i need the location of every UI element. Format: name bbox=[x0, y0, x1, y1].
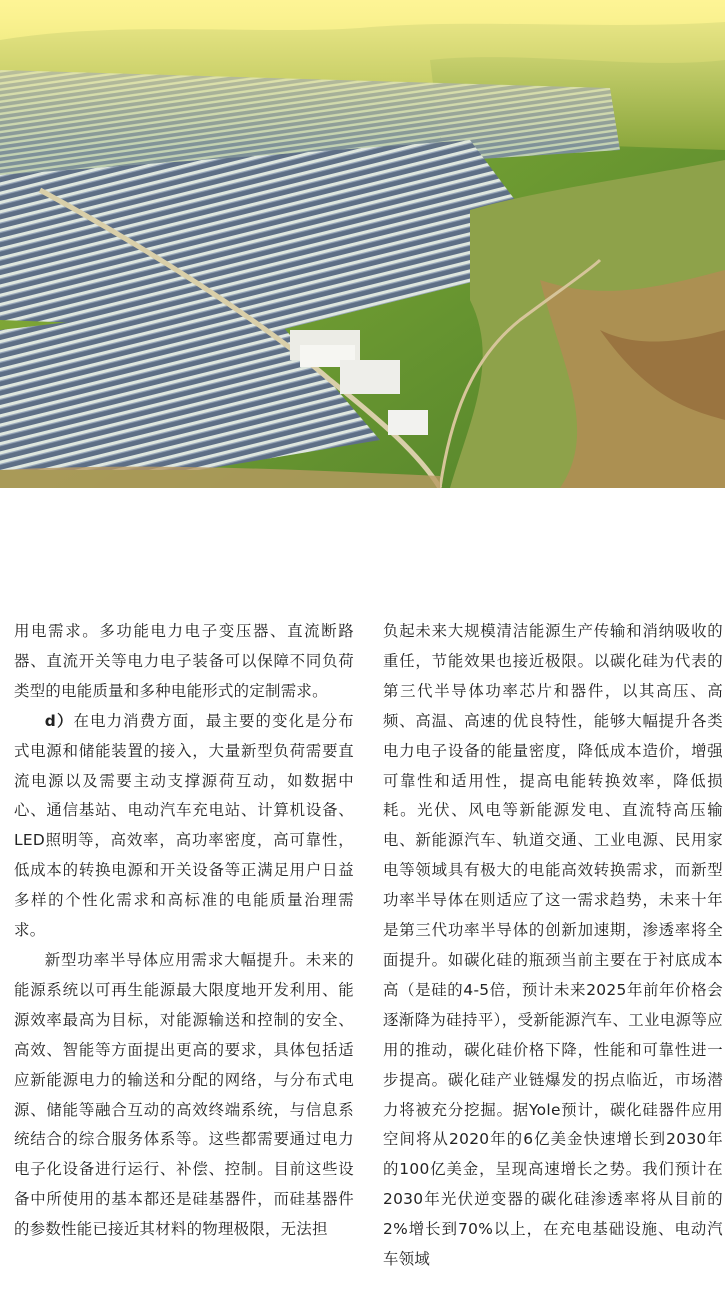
article-left-column bbox=[14, 617, 354, 1245]
paragraph: 用电需求。多功能电力电子变压器、直流断路器、直流开关等电力电子装备可以保障不同负荷类型的电能质量和多种电能形式的定制需求。 bbox=[14, 622, 354, 700]
paragraph-d bbox=[14, 707, 354, 946]
paragraph-label: d） bbox=[44, 711, 74, 730]
solar-farm-photo bbox=[0, 0, 725, 488]
article-right-column bbox=[383, 617, 723, 1275]
paragraph-text: 在电力消费方面，最主要的变化是分布式电源和储能装置的接入，大量新型负荷需要直流电源以及需要主动支撑源荷互动，如数据中心、通信基站、电动汽车充电站、计算机设备、LED照明等，高效率，高功率密度，高可靠性，低成本的转换电源和开关设备等正满足用户日益多样的个性化需求和高标准的电能质量治理需求。 bbox=[14, 711, 354, 940]
paragraph: 负起未来大规模清洁能源生产传输和消纳吸收的重任，节能效果也接近极限。以碳化硅为代表的第三代半导体功率芯片和器件，以其高压、高频、高温、高速的优良特性，能够大幅提升各类电力电子设备的能量密度，降低成本造价，增强可靠性和适用性，提高电能转换效率，降低损耗。光伏、风电等新能源发电、直流特高压输电、新能源汽车、轨道交通、工业电源、民用家电等领域具有极大的电能高效转换需求，而新型功率半导体在则适应了这一需求趋势，未来十年是第三代功率半导体的创新加速期，渗透率将全面提升。如碳化硅的瓶颈当前主要在于衬底成本高（是硅的4-5倍，预计未来2025年前年价格会逐渐降为硅持平），受新能源汽车、工业电源等应用的推动，碳化硅价格下降，性能和可靠性进一步提高。碳化硅产业链爆发的拐点临近，市场潜力将被充分挖掘。据Yole预计，碳化硅器件应用空间将从2020年的6亿美金快速增长到2030年的100亿美金，呈现高速增长之势。我们预计在2030年光伏逆变器的碳化硅渗透率将从目前的2%增长到70%以上，在充电基础设施、电动汽车领域 bbox=[383, 622, 723, 1269]
paragraph: 新型功率半导体应用需求大幅提升。未来的能源系统以可再生能源最大限度地开发利用、能源效率最高为目标，对能源输送和控制的安全、高效、智能等方面提出更高的要求，具体包括适应新能源电力的输送和分配的网络，与分布式电源、储能等融合互动的高效终端系统，与信息系统结合的综合服务体系等。这些都需要通过电力电子化设备进行运行、补偿、控制。目前这些设备中所使用的基本都还是硅基器件，而硅基器件的参数性能已接近其材料的物理极限，无法担 bbox=[14, 950, 354, 1239]
